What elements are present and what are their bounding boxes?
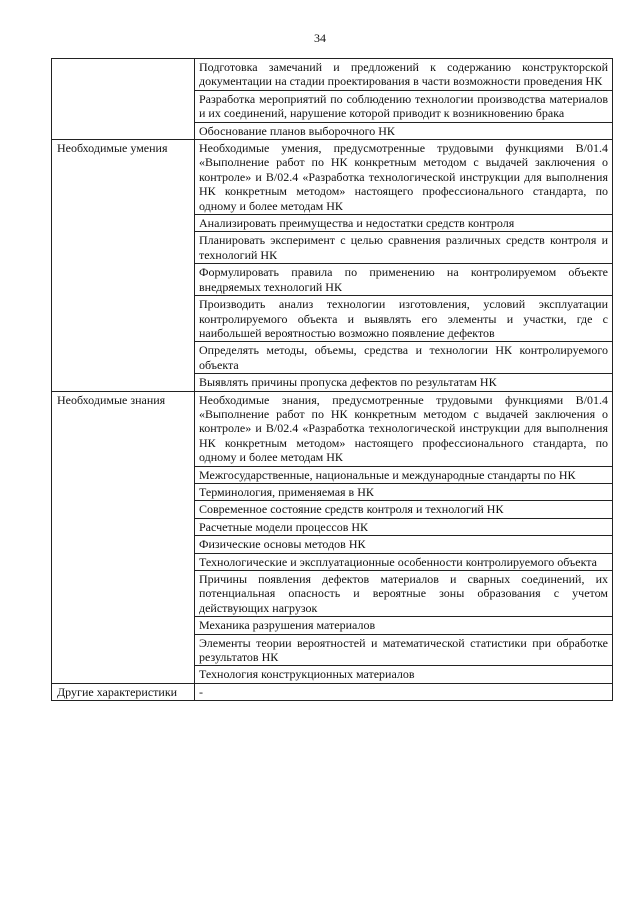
other-value: - <box>195 683 613 700</box>
skills-item: Производить анализ технологии изготовления, условий эксплуатации контролируемого объекта и выявлять его элементы и участки, где с наибольшей вероятностью возможно появление дефектов <box>195 296 613 342</box>
knowledge-item: Элементы теории вероятностей и математической статистики при обработке результатов НК <box>195 634 613 666</box>
table-row <box>52 391 613 466</box>
knowledge-item: Расчетные модели процессов НК <box>195 518 613 535</box>
table-row <box>52 683 613 700</box>
skills-item: Формулировать правила по применению на контролируемом объекте внедряемых технологий НК <box>195 264 613 296</box>
skills-label: Необходимые умения <box>52 140 195 392</box>
other-label: Другие характеристики <box>52 683 195 700</box>
knowledge-item: Технологические и эксплуатационные особенности контролируемого объекта <box>195 553 613 570</box>
page-number: 34 <box>314 31 326 45</box>
continued-item: Обоснование планов выборочного НК <box>195 122 613 139</box>
continued-item: Разработка мероприятий по соблюдению технологии производства материалов и их соединений, нарушение которой приводит к возникновению брака <box>195 90 613 122</box>
table-row <box>52 140 613 215</box>
knowledge-item: Современное состояние средств контроля и технологий НК <box>195 501 613 518</box>
knowledge-item: Механика разрушения материалов <box>195 617 613 634</box>
skills-item: Необходимые умения, предусмотренные трудовыми функциями В/01.4 «Выполнение работ по НК конкретным методом с выдачей заключения о контроле» и В/02.4 «Разработка технологической инструкции для выполнения НК конкретным методом» настоящего профессионального стандарта, по одному и более методам НК <box>195 140 613 215</box>
skills-item: Выявлять причины пропуска дефектов по результатам НК <box>195 374 613 391</box>
knowledge-item: Причины появления дефектов материалов и сварных соединений, их потенциальная опасность и вероятные зоны образования с учетом действующих нагрузок <box>195 571 613 617</box>
knowledge-item: Необходимые знания, предусмотренные трудовыми функциями В/01.4 «Выполнение работ по НК конкретным методом с выдачей заключения о контроле» и В/02.4 «Разработка технологической инструкции для выполнения НК конкретным методом» настоящего профессионального стандарта, по одному и более методам НК <box>195 391 613 466</box>
knowledge-item: Физические основы методов НК <box>195 536 613 553</box>
table-row <box>52 59 613 91</box>
knowledge-item: Технология конструкционных материалов <box>195 666 613 683</box>
knowledge-label: Необходимые знания <box>52 391 195 683</box>
requirements-table <box>51 58 613 701</box>
knowledge-item: Терминология, применяемая в НК <box>195 483 613 500</box>
continued-item: Подготовка замечаний и предложений к содержанию конструкторской документации на стадии проектирования в части возможности проведения НК <box>195 59 613 91</box>
skills-item: Планировать эксперимент с целью сравнения различных средств контроля и технологий НК <box>195 232 613 264</box>
knowledge-item: Межгосударственные, национальные и международные стандарты по НК <box>195 466 613 483</box>
continued-label-cell <box>52 59 195 140</box>
skills-item: Определять методы, объемы, средства и технологии НК контролируемого объекта <box>195 342 613 374</box>
skills-item: Анализировать преимущества и недостатки средств контроля <box>195 215 613 232</box>
